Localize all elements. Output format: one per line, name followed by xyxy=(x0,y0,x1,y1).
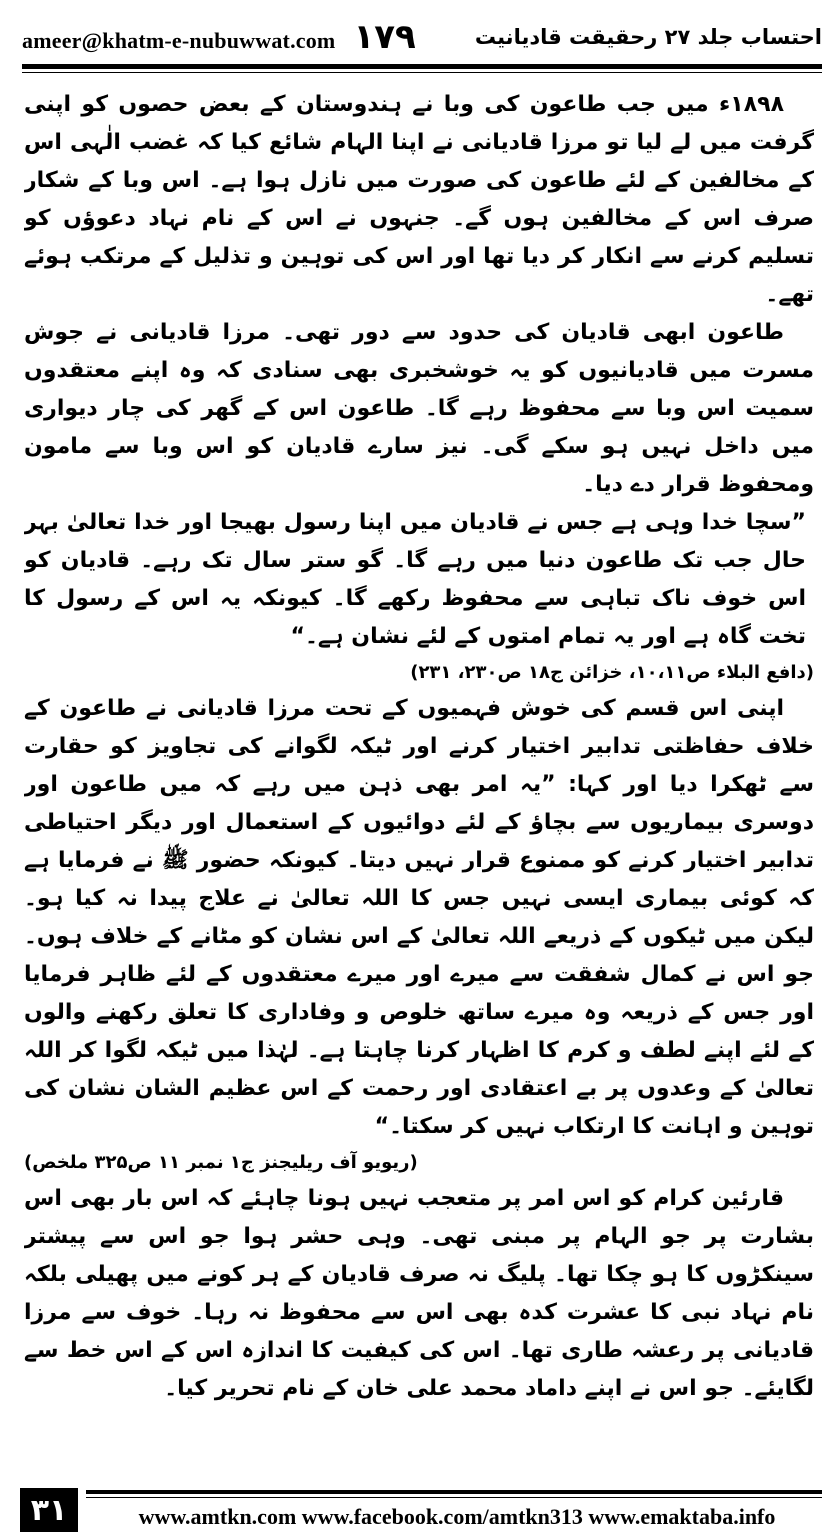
header-page-number: ۱۷۹ xyxy=(353,17,416,57)
paragraph-3: اپنی اس قسم کی خوش فہمیوں کے تحت مرزا قادیانی نے طاعون کے خلاف حفاظتی تدابیر اختیار کرنے اور ٹیکہ لگوانے کی تجاویز کو حقارت سے ٹھکرا دیا اور کہا: ”یہ امر بھی ذہن میں رہے کہ میں طاعون اور دوسری بیماریوں سے بچاؤ کے لئے دوائیوں کے استعمال اور دیگر احتیاطی تدابیر اختیار کرنے کو ممنوع قرار نہیں دیتا۔ کیونکہ حضور ﷺ نے فرمایا ہے کہ کوئی بیماری ایسی نہیں جس کا اللہ تعالیٰ نے علاج پیدا نہ کیا ہو۔ لیکن میں ٹیکوں کے ذریعے اللہ تعالیٰ کے اس نشان کو مٹانے کے خلاف ہوں۔ جو اس نے کمال شفقت سے میرے اور میرے معتقدوں کے لئے ظاہر فرمایا اور جس کے ذریعہ وہ میرے ساتھ خلوص و وفاداری کا تعلق رکھنے والوں کے لئے اپنے لطف و کرم کا اظہار کرنا چاہتا ہے۔ لہٰذا میں ٹیکہ لگوا کر اللہ تعالیٰ کے وعدوں پر بے اعتقادی اور رحمت کے اس عظیم الشان نشان کی توہین و اہانت کا ارتکاب نہیں کر سکتا۔“ xyxy=(24,696,814,1139)
reference-2: (ریویو آف ریلیجنز ج۱ نمبر ۱۱ ص۳۲۵ ملخص) xyxy=(24,1152,418,1173)
footer-rule-thick xyxy=(86,1490,822,1494)
paragraph-4: قارئین کرام کو اس امر پر متعجب نہیں ہونا چاہئے کہ اس بار بھی اس بشارت پر جو الہام پر مبنی تھی۔ وہی حشر ہوا جو اس سے پیشتر سینکڑوں کا ہو چکا تھا۔ پلیگ نہ صرف قادیان کے ہر کونے میں پھیلی بلکہ نام نہاد نبی کا عشرت کدہ بھی اس سے محفوظ نہ رہا۔ خوف سے مرزا قادیانی پر رعشہ طاری تھا۔ اس کی کیفیت کا اندازہ اس کے اس خط سے لگایئے۔ جو اس نے اپنے داماد محمد علی خان کے نام تحریر کیا۔ xyxy=(24,1186,814,1401)
quotation: ”سچا خدا وہی ہے جس نے قادیان میں اپنا رسول بھیجا اور خدا تعالیٰ بہر حال جب تک طاعون دنیا میں رہے گا۔ گو ستر سال تک رہے۔ قادیان کو اس خوف ناک تباہی سے محفوظ رکھے گا۔ کیونکہ یہ اس کے رسول کا تخت گاہ ہے اور یہ تمام امتوں کے لئے نشان ہے۔“ xyxy=(24,510,806,649)
header-email[interactable]: ameer@khatm-e-nubuwwat.com xyxy=(22,28,336,53)
footer-page-number: ۳۱ xyxy=(20,1488,78,1532)
body-text xyxy=(24,86,814,1420)
header-rule-thick xyxy=(22,64,822,69)
footer-rule-thin xyxy=(86,1497,822,1498)
header-left xyxy=(22,17,416,57)
header-book-title: احتساب جلد ۲۷ رحقیقت قادیانیت xyxy=(474,25,822,49)
paragraph-1: ۱۸۹۸ء میں جب طاعون کی وبا نے ہندوستان کے بعض حصوں کو اپنی گرفت میں لے لیا تو مرزا قادیانی نے اپنا الہام شائع کیا کہ غضب الٰہی اس کے مخالفین کے لئے طاعون کی صورت میں نازل ہوا ہے۔ اس وبا کے شکار صرف اس کے مخالفین ہوں گے۔ جنہوں نے اس کے نام نہاد دعوؤں کو تسلیم کرنے سے انکار کر دیا تھا اور اس کی توہین و تذلیل کے مرتکب ہوئے تھے۔ xyxy=(24,92,814,307)
paragraph-2: طاعون ابھی قادیان کی حدود سے دور تھی۔ مرزا قادیانی نے جوش مسرت میں قادیانیوں کو یہ خوشخبری بھی سنادی کہ وہ اپنے معتقدوں سمیت اس وبا سے محفوظ رہے گا۔ طاعون اس کے گھر کی چار دیواری میں داخل نہیں ہو سکے گی۔ نیز سارے قادیان کو اس وبا سے مامون ومحفوظ قرار دے دیا۔ xyxy=(24,320,814,497)
footer-links[interactable]: www.amtkn.com www.facebook.com/amtkn313 www.emaktaba.info xyxy=(138,1504,776,1529)
page-header xyxy=(22,14,822,60)
reference-1: (دافع البلاء ص۱۰،۱۱، خزائن ج۱۸ ص۲۳۰، ۲۳۱) xyxy=(410,662,814,683)
header-rule-thin xyxy=(22,72,822,73)
